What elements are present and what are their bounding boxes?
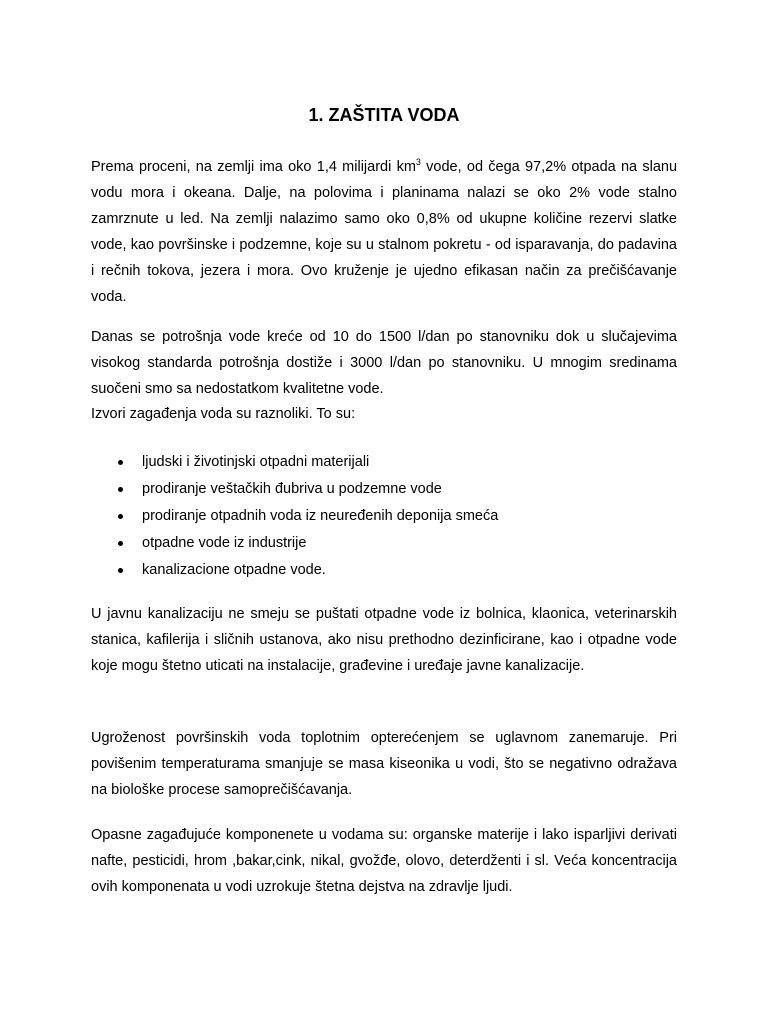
bullet-icon [118,487,123,492]
superscript-3: 3 [415,157,421,168]
paragraph-hazardous-components: Opasne zagađujuće komponenete u vodama su: organske materije i lako isparljivi derivati nafte, pesticidi, hrom ,bakar,cink, nikal, gvožđe, olovo, deterdženti i sl. Veća koncentracija ovih komponenata u vodi uzrokuje štetna dejstva na zdravlje ljudi. [91,827,677,895]
list-item-text: kanalizacione otpadne vode. [142,562,326,578]
paragraph-1-end: vode, od čega 97,2% otpada na slanu vodu mora i okeana. Dalje, na polovima i planinama nalazi se oko 2% vode stalno zamrznute u led. Na zemlji nalazimo samo oko 0,8% od ukupne količine rezervi slatke vode, kao površinske i podzemne, koje su u stalnom pokretu - od isparavanja, do padavina i rečnih tokova, jezera i mora. Ovo kruženje je ujedno efikasan način za prečišćavanje voda. [91,159,678,305]
paragraph-thermal-load: Ugroženost površinskih voda toplotnim opterećenjem se uglavnom zanemaruje. Pri povišenim temperaturama smanjuje se masa kiseonika u vodi, što se negativno odražava na biološke procese samoprečišćavanja. [91,730,677,798]
paragraph-1-start: Prema proceni, na zemlji ima oko 1,4 milijardi km [91,159,416,175]
list-item [91,476,677,503]
list-item [91,557,677,584]
list-item [91,503,677,530]
list-item [91,530,677,557]
list-item-text: ljudski i životinjski otpadni materijali [142,454,370,470]
paragraph-water-consumption: Danas se potrošnja vode kreće od 10 do 1500 l/dan po stanovniku dok u slučajevima visokog standarda potrošnja dostiže i 3000 l/dan po stanovniku. U mnogim sredinama suočeni smo sa nedostatkom kvalitetne vode. [91,329,677,397]
list-item [91,449,677,476]
paragraph-water-distribution [91,154,677,310]
list-item-text: prodiranje veštačkih đubriva u podzemne vode [142,481,442,497]
pollution-sources-list [91,449,677,584]
paragraph-sewage-rules: U javnu kanalizaciju ne smeju se puštati otpadne vode iz bolnica, klaonica, veterinarskih stanica, kafilerija i sličnih ustanova, ako nisu prethodno dezinficirane, kao i otpadne vode koje mogu štetno uticati na instalacije, građevine i uređaje javne kanalizacije. [91,606,677,674]
list-item-text: otpadne vode iz industrije [142,535,307,551]
list-item-text: prodiranje otpadnih voda iz neuređenih deponija smeća [142,508,499,524]
bullet-icon [118,460,123,465]
bullet-icon [118,568,123,573]
document-title: 1. ZAŠTITA VODA [308,105,460,125]
bullet-icon [118,514,123,519]
paragraph-pollution-sources-intro: Izvori zagađenja voda su raznoliki. To su: [91,406,356,422]
bullet-icon [118,541,123,546]
